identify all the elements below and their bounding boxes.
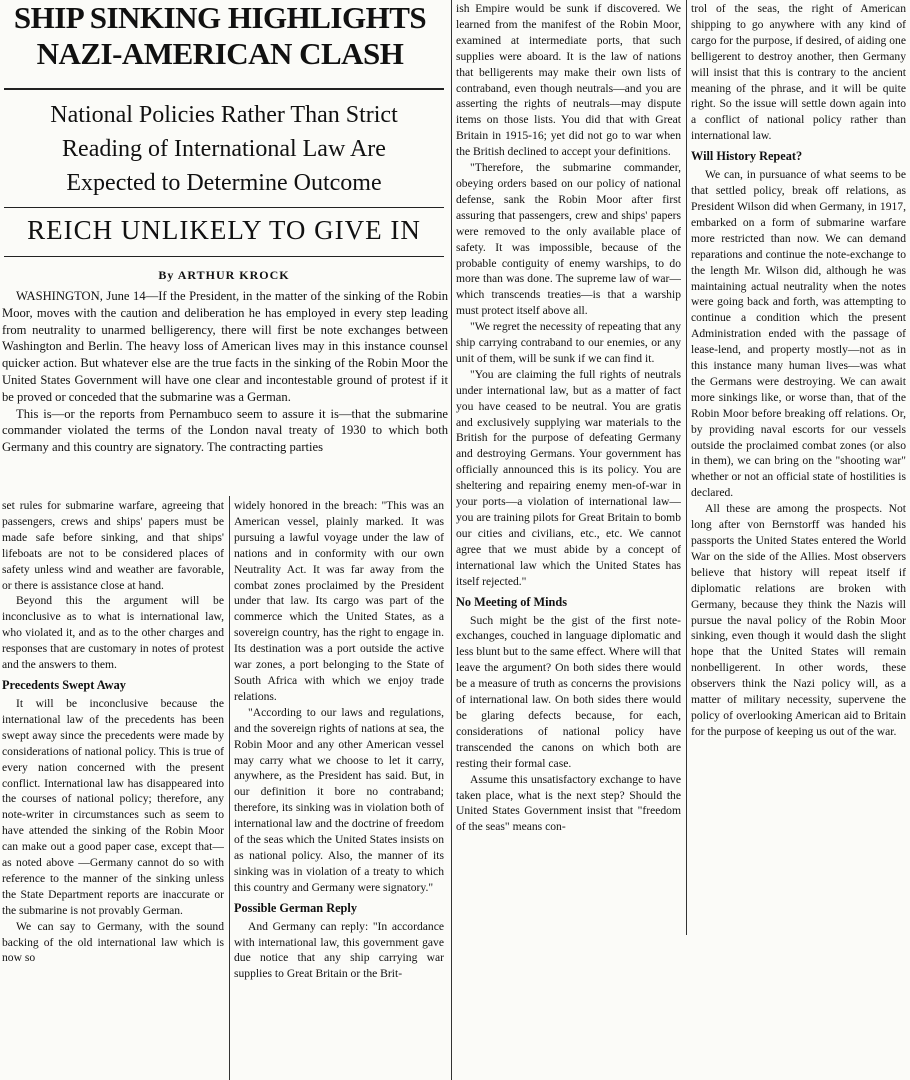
headline-rule <box>4 88 444 90</box>
article-paragraph: "You are claiming the full rights of neutrals under international law, but as a matter of fact you have ceased to be neutral. You are gratis and exclusively supplying war materials to the British for the purpose of defeating Germany and destroying Germans. Your government has officially announced this is its policy. You are sheltering and repairing enemy men-of-war in your ports—a violation of international law—you are training pilots for Great Britain to bomb our cities and civilians, etc., etc. We cannot agree that we must abide by a concept of international law which the United States has itself rejected." <box>456 367 681 588</box>
headline-line-2: NAZI-AMERICAN CLASH <box>36 36 404 71</box>
article-paragraph: "According to our laws and regulations, and the sovereign rights of nations at sea, the Robin Moor and any other American vessel may carry what we choose to let it carry, anywhere, as the President has said. But, in our definition it bore no contraband; therefore, its sinking was in violation both of international law and the doctrine of freedom of the seas which the United States insists on as national policy. Also, the manner of its sinking was in violation of a treaty to which this country and Germany were signatory." <box>234 705 444 894</box>
lead-text <box>2 288 448 456</box>
article-paragraph: We can say to Germany, with the sound backing of the old international law which is now so <box>2 919 224 965</box>
article-paragraph: "We regret the necessity of repeating that any ship carrying contraband to our enemies, or any unit of them, will be sunk if we can find it. <box>456 320 681 365</box>
lead-paragraph-1: WASHINGTON, June 14—If the President, in the matter of the sinking of the Robin Moor, moves with the caution and deliberation he has employed in every step leading from neutrality to unarmed belligerency, there will first be note exchanges between Washington and Berlin. The heavy loss of American lives may in this instance counsel quicker action. But whatever else are the true facts in the sinking of the Robin Moor the United States Government will have one clear and incontestable ground of protest if it be proved or conceded that the submarine was a German. <box>2 289 448 404</box>
main-headline <box>0 0 440 72</box>
article-paragraph: And Germany can reply: "In accordance with international law, this government gave due notice that any ship carrying war supplies to Great Britain or the Brit- <box>234 919 444 981</box>
article-paragraph: Assume this unsatisfactory exchange to have taken place, what is the next step? Should the United States Government insist that "freedom of the seas" means con- <box>456 772 681 834</box>
column-3 <box>456 1 681 1080</box>
article-paragraph: "Therefore, the submarine commander, obeying orders based on our policy of national defense, sank the Robin Moor after first assuring that passengers, crew and ships' papers were removed to the only available place of safety. It was impossible, because of the probable contiguity of enemy warships, to do more than was done. The supreme law of war—which transcends treaties—is that a warship must protect itself above all. <box>456 161 681 318</box>
section-subhead: Possible German Reply <box>234 900 357 915</box>
subheadline <box>0 98 448 200</box>
column-divider <box>229 496 230 1080</box>
lead-paragraph-2: This is—or the reports from Pernambuco seem to assure it is—that the submarine commander violated the terms of the London naval treaty of 1930 to which both Germany and this country are signatory. The contracting parties <box>2 406 448 455</box>
article-paragraph: All these are among the prospects. Not long after von Bernstorff was handed his passports the United States entered the World War on the side of the Allies. Most observers believe that history will repeat itself if diplomatic relations are broken with Germany, because they think the Nazis will pursue the naval policy of the Robin Moor sinking, even though it would dash the slight hope that the United States will remain nonbelligerent. In other words, these observers think the Nazi policy will, as a matter of military necessity, supervene the policy of overlooking American aid to Britain for the purpose of keeping us out of the war. <box>691 502 906 738</box>
column-2 <box>234 498 444 1080</box>
article-paragraph: Such might be the gist of the first note-exchanges, couched in language diplomatic and less blunt but to the same effect. Where will that leave the argument? On both sides there would be a measure of truth as concerns the provisions of international law. On both sides there would be glaring defects because, for each, considerations of national policy have transcended the canons on which both are resting their formal case. <box>456 613 681 770</box>
article-paragraph: We can, in pursuance of what seems to be that settled policy, break off relations, as President Wilson did when Germany, in 1917, embarked on a form of submarine warfare more restricted than now. We can demand reparations and continue the note-exchange to the length Mr. Wilson did, although he was maintaining actual neutrality when the notes were going back and forth, was attempting to continue a condition which the present Administration ended with the passage of lease-lend, and property mostly—not as in this instance many human lives—was what the Germans were destroying. We can await more sinkings like, or worse than, that of the Robin Moor before breaking off relations. Or, by providing naval escorts for our vessels outside the proclaimed combat zones (or also in them), we can bring on the "shooting war" whether or not an official state of hostilities is declared. <box>691 168 906 500</box>
subhead-rule <box>4 207 444 208</box>
byline: By ARTHUR KROCK <box>158 268 290 282</box>
section-subhead: Will History Repeat? <box>691 149 803 164</box>
column-1 <box>2 498 224 1080</box>
subhead-line-3: Expected to Determine Outcome <box>66 170 382 196</box>
deck-rule <box>4 256 444 257</box>
article-paragraph: trol of the seas, the right of American shipping to go anywhere with any kind of cargo for the purpose, if desired, of aiding one belligerent to destroy another, then Germany will insist that this is contrary to the ancient meaning of the phrase, and it will be quite right. So the issue will settle down again into a conflict of national policy rather than international law. <box>691 2 906 143</box>
column-divider <box>451 0 452 1080</box>
section-subhead: No Meeting of Minds <box>456 594 568 609</box>
headline-line-1: SHIP SINKING HIGHLIGHTS <box>13 0 427 35</box>
deck-headline: REICH UNLIKELY TO GIVE IN <box>27 215 421 245</box>
column-divider <box>686 0 687 935</box>
article-paragraph: It will be inconclusive because the international law of the precedents has been swept away since the precedents were made by considerations of national policy. This is true of every nation concerned with the present conflict. International law has disappeared into the courses of national policy; therefore, any note-writer in circumstances such as seem to have attended the sinking of the Robin Moor can make out a good paper case, except that—as noted above —Germany cannot do so with reference to the manner of the sinking unless the State Department reports are inaccurate or the submarine is not provably German. <box>2 696 224 917</box>
subhead-line-1: National Policies Rather Than Strict <box>50 102 398 128</box>
column-4 <box>691 1 906 931</box>
article-paragraph: set rules for submarine warfare, agreeing that passengers, crews and ships' papers must be made safe before sinking, and that ships' lifeboats are not to be considered places of safety unless wind and weather are favorable, or there is assistance close at hand. <box>2 499 224 592</box>
article-paragraph: ish Empire would be sunk if discovered. We learned from the manifest of the Robin Moor, examined at intermediate ports, that such supplies were aboard. It is the law of nations that belligerents may make their own lists of contraband, even though neutrals—and you are asserting the rights of neutrals—may dispute items on those lists. You did that with Great Britain in 1915-16; yet did not go to war when the British declined to accept your definitions. <box>456 2 681 159</box>
section-subhead: Precedents Swept Away <box>2 677 126 692</box>
subhead-line-2: Reading of International Law Are <box>62 136 386 162</box>
article-paragraph: widely honored in the breach: "This was an American vessel, plainly marked. It was pursuing a lawful voyage under the law of nations and in conformity with our own Neutrality Act. It was far away from the combat zones proclaimed by the President under that law. Its cargo was part of the commerce which the United States, as a sovereign country, has the right to engage in. Its destination was a port outside the active war zones, a port belonging to the State of South Africa with which we enjoy trade relations. <box>234 499 444 703</box>
article-paragraph: Beyond this the argument will be inconclusive as to what is international law, who violated it, and as to the other charges and responses that are customary in notes of protest and the answers to them. <box>2 594 224 672</box>
